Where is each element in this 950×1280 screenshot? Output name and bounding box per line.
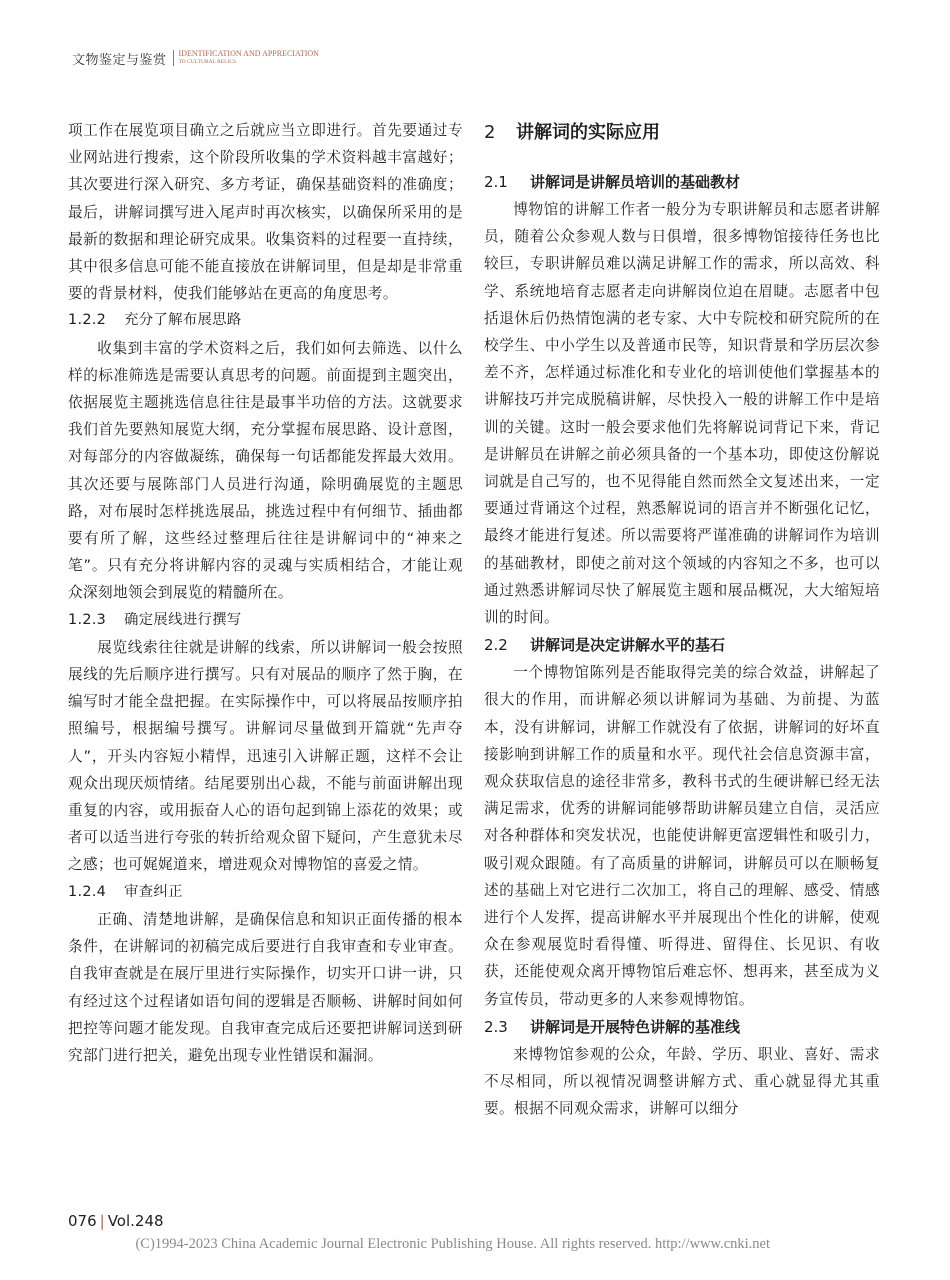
journal-title-en-line1: IDENTIFICATION AND APPRECIATION — [178, 49, 319, 58]
journal-title-en-line2: TO CULTURAL RELICS — [178, 59, 237, 65]
paragraph: 项工作在展览项目确立之后就应当立即进行。首先要通过专业网站进行搜索，这个阶段所收集的学术资料越丰富越好；其次要进行深入研究、多方考证，确保基础资料的准确度；最后，讲解词撰写进入尾声时再次核实，以确保所采用的是最新的数据和理论研究成果。收集资料的过程要一直持续，其中很多信息可能不能直接放在讲解词里，但是却是非常重要的背景材料，使我们能够站在更高的角度思考。 — [68, 122, 463, 303]
header-divider — [173, 50, 174, 66]
section-number: 2.3 — [484, 1017, 508, 1036]
section-number: 2.1 — [484, 173, 508, 191]
section-number: 2.2 — [484, 636, 508, 655]
volume-number: Vol.248 — [107, 1212, 164, 1230]
section-number: 1.2.2 — [68, 312, 107, 329]
section-title: 讲解词是开展特色讲解的基准线 — [530, 1017, 741, 1036]
section-heading-1-2-3 — [68, 607, 463, 634]
paragraph: 收集到丰富的学术资料之后，我们如何去筛选、以什么样的标准筛选是需要认真思考的问题。前面提到主题突出，依据展览主题挑选信息往往是最事半功倍的方法。这就要求我们首先要熟知展览大纲，充分掌握布展思路、设计意图，对每部分的内容做凝练，确保每一句话都能发挥最大效用。其次还要与展陈部门人员进行沟通，除明确展览的主题思路，对布展时怎样挑选展品，挑选过程中有何细节、插曲都要有所了解，这些经过整理后往往是讲解词中的“神来之笔”。只有充分将讲解内容的灵魂与实质相结合，才能让观众深刻地领会到展览的精髓所在。 — [68, 339, 463, 602]
paragraph: 博物馆的讲解工作者一般分为专职讲解员和志愿者讲解员，随着公众参观人数与日俱增，很多博物馆接待任务也比较巨，专职讲解员难以满足讲解工作的需求，所以高效、科学、系统地培育志愿者走向讲解岗位迫在眉睫。志愿者中包括退休后仍热情饱满的老专家、大中专院校和研究院所的在校学生、中小学生以及普通市民等，知识背景和学历层次参差不齐，怎样通过标准化和专业化的培训使他们掌握基本的讲解技巧并完成脱稿讲解，尽快投入一般的讲解工作中是培训的关键。这时一般会要求他们先将解说词背记下来，背记是讲解员在讲解之前必须具备的一个基本功，即使这份解说词就是自己写的，也不见得能自然而然全文复述出来，一定要通过背诵这个过程，熟悉解说词的语言并不断强化记忆，最终才能进行复述。所以需要将严谨准确的讲解词作为培训的基础教材，即使之前对这个领域的内容知之不多，也可以通过熟悉讲解词尽快了解展览主题和展品概况，大大缩短培训的时间。 — [484, 201, 880, 627]
copyright-notice: (C)1994-2023 China Academic Journal Electronic Publishing House. All rights reserved. http://www.cnki.net — [135, 1236, 770, 1252]
paragraph: 来博物馆参观的公众，年龄、学历、职业、喜好、需求不尽相同，所以视情况调整讲解方式、重心就显得尤其重要。根据不同观众需求，讲解可以细分 — [484, 1045, 880, 1118]
section-title: 讲解词的实际应用 — [516, 122, 660, 143]
left-column — [68, 117, 463, 1069]
section-title: 充分了解布展思路 — [124, 312, 242, 329]
journal-title-en — [179, 49, 319, 67]
running-header — [72, 46, 319, 70]
right-column — [484, 117, 880, 1123]
section-heading-1-2-4 — [68, 879, 463, 906]
journal-title-cn: 文物鉴定与鉴赏 — [72, 52, 167, 68]
footer-separator: | — [99, 1212, 105, 1230]
paragraph: 展览线索往往就是讲解的线索，所以讲解词一般会按照展线的先后顺序进行撰写。只有对展品的顺序了然于胸，在编写时才能全盘把握。在实际操作中，可以将展品按顺序拍照编号，根据编号撰写。讲解词尽量做到开篇就“先声夺人”，开头内容短小精悍，迅速引入讲解正题，这样不会让观众出现厌烦情绪。结尾要别出心裁，不能与前面讲解出现重复的内容，或用振奋人心的语句起到锦上添花的效果；或者可以适当进行夸张的转折给观众留下疑问，产生意犹未尽之感；也可娓娓道来，增进观众对博物馆的喜爱之情。 — [68, 638, 463, 874]
section-number: 1.2.4 — [68, 883, 107, 900]
section-number: 1.2.3 — [68, 611, 107, 628]
section-heading-2-1 — [484, 168, 880, 196]
paragraph: 一个博物馆陈列是否能取得完美的综合效益，讲解起了很大的作用，而讲解必须以讲解词为基础、为前提、为蓝本，没有讲解词，讲解工作就没有了依据，讲解词的好坏直接影响到讲解工作的质量和水平。现代社会信息资源丰富，观众获取信息的途径非常多，教科书式的生硬讲解已经无法满足需求，优秀的讲解词能够帮助讲解员建立自信，灵活应对各种群体和突发状况，也能使讲解更富逻辑性和吸引力，吸引观众跟随。有了高质量的讲解词，讲解员可以在顺畅复述的基础上对它进行二次加工，将自己的理解、感受、情感进行个人发挥，提高讲解水平并展现出个性化的讲解，使观众在参观展览时看得懂、听得进、留得住、长见识、有收获，还能使观众离开博物馆后难忘怀、想再来，甚至成为义务宣传员，带动更多的人来参观博物馆。 — [484, 664, 880, 1008]
section-heading-1-2-2 — [68, 307, 463, 334]
section-title: 确定展线进行撰写 — [124, 611, 242, 628]
section-heading-2-2 — [484, 631, 880, 659]
section-title: 审查纠正 — [124, 883, 183, 900]
section-heading-2 — [484, 117, 880, 149]
section-title: 讲解词是决定讲解水平的基石 — [530, 636, 726, 655]
section-heading-2-3 — [484, 1013, 880, 1041]
page-footer — [68, 1212, 164, 1230]
page-number: 076 — [68, 1212, 97, 1230]
section-number: 2 — [484, 122, 496, 143]
paragraph: 正确、清楚地讲解，是确保信息和知识正面传播的根本条件，在讲解词的初稿完成后要进行自我审查和专业审查。自我审查就是在展厅里进行实际操作，切实开口讲一讲，只有经过这个过程诸如语句间的逻辑是否顺畅、讲解时间如何把控等问题才能发现。自我审查完成后还要把讲解词送到研究部门进行把关，避免出现专业性错误和漏洞。 — [68, 910, 463, 1064]
section-title: 讲解词是讲解员培训的基础教材 — [530, 173, 741, 191]
